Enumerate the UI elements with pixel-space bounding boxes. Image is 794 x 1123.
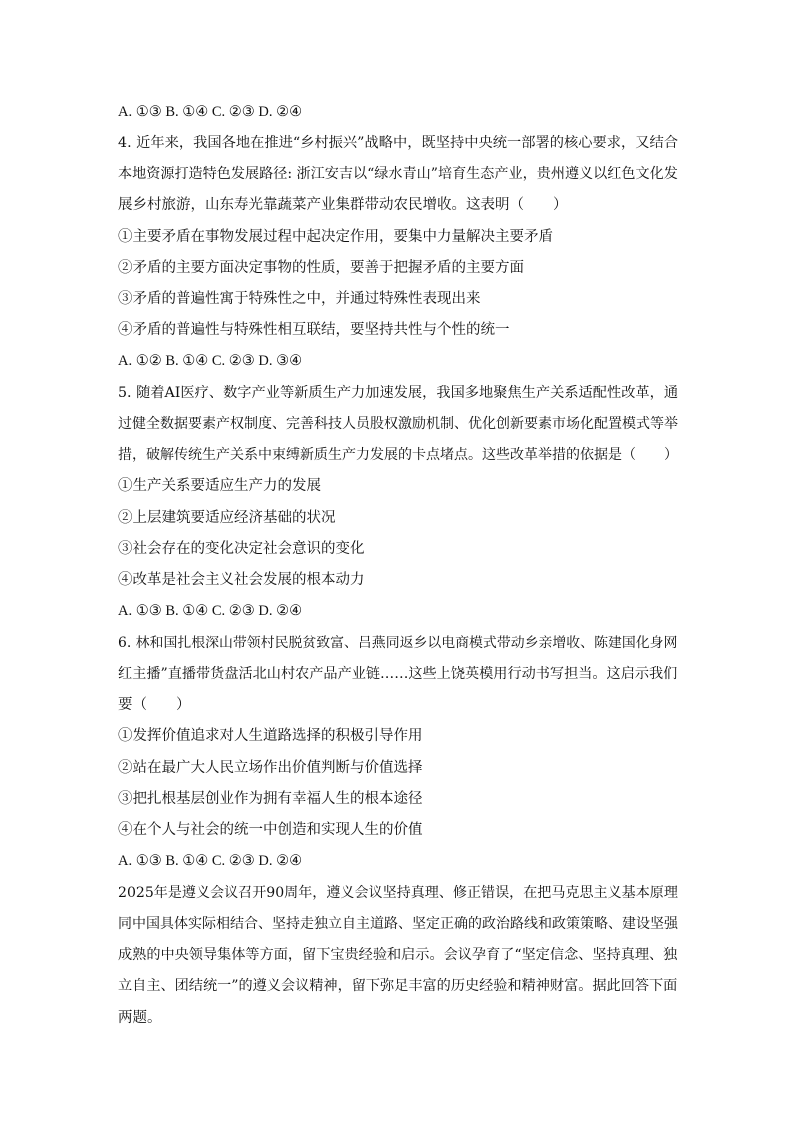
q4-stem-line-2: 本地资源打造特色发展路径: 浙江安吉以“绿水青山”培育生态产业，贵州遵义以红色文化发 xyxy=(118,166,678,182)
material-line-4: 立自主、团结统一”的遵义会议精神，留下弥足丰富的历史经验和精神财富。据此回答下面 xyxy=(118,978,678,994)
q6-stem-line-1: 6. 林和国扎根深山带领村民脱贫致富、吕燕同返乡以电商模式带动乡亲增收、陈建国化身网 xyxy=(118,635,678,651)
q5-stem-line-2: 过健全数据要素产权制度、完善科技人员股权激励机制、优化创新要素市场化配置模式等举 xyxy=(118,416,678,432)
q6-stem-line-3: 要（ ） xyxy=(118,697,191,713)
q4-answer-choices: A. ①② B. ①④ C. ②③ D. ③④ xyxy=(118,353,303,369)
q6-stem-line-2: 红主播”直播带货盘活北山村农产品产业链……这些上饶英模用行动书写担当。这启示我们 xyxy=(118,666,678,682)
material-line-3: 成熟的中央领导集体等方面，留下宝贵经验和启示。会议孕育了“坚定信念、坚持真理、独 xyxy=(118,947,678,963)
q4-stem-line-3: 展乡村旅游，山东寿光靠蔬菜产业集群带动农民增收。这表明（ ） xyxy=(118,197,568,213)
q5-option-3: ③社会存在的变化决定社会意识的变化 xyxy=(118,541,365,557)
q6-option-4: ④在个人与社会的统一中创造和实现人生的价值 xyxy=(118,822,423,838)
q4-option-1: ①主要矛盾在事物发展过程中起决定作用，要集中力量解决主要矛盾 xyxy=(118,229,553,245)
material-line-5: 两题。 xyxy=(118,1010,162,1026)
q6-option-1: ①发挥价值追求对人生道路选择的积极引导作用 xyxy=(118,728,423,744)
material-line-1: 2025年是遵义会议召开90周年，遵义会议坚持真理、修正错误，在把马克思主义基本原理 xyxy=(118,885,678,901)
q4-option-2: ②矛盾的主要方面决定事物的性质，要善于把握矛盾的主要方面 xyxy=(118,260,524,276)
q5-option-4: ④改革是社会主义社会发展的根本动力 xyxy=(118,572,365,588)
q4-option-3: ③矛盾的普遍性寓于特殊性之中，并通过特殊性表现出来 xyxy=(118,291,481,307)
q5-answer-choices: A. ①③ B. ①④ C. ②③ D. ②④ xyxy=(118,603,303,619)
q6-option-3: ③把扎根基层创业作为拥有幸福人生的根本途径 xyxy=(118,791,423,807)
q5-option-1: ①生产关系要适应生产力的发展 xyxy=(118,478,321,494)
material-line-2: 同中国具体实际相结合、坚持走独立自主道路、坚定正确的政治路线和政策策略、建设坚强 xyxy=(118,916,678,932)
q6-answer-choices: A. ①③ B. ①④ C. ②③ D. ②④ xyxy=(118,853,303,869)
q5-stem-line-3: 措，破解传统生产关系中束缚新质生产力发展的卡点堵点。这些改革举措的依据是（ ） xyxy=(118,447,678,463)
q6-option-2: ②站在最广大人民立场作出价值判断与价值选择 xyxy=(118,760,423,776)
q5-option-2: ②上层建筑要适应经济基础的状况 xyxy=(118,510,336,526)
q4-option-4: ④矛盾的普遍性与特殊性相互联结，要坚持共性与个性的统一 xyxy=(118,322,510,338)
q3-answer-choices: A. ①③ B. ①④ C. ②③ D. ②④ xyxy=(118,104,303,120)
q5-stem-line-1: 5. 随着AI医疗、数字产业等新质生产力加速发展，我国多地聚焦生产关系适配性改革，通 xyxy=(118,385,679,401)
q4-stem-line-1: 4. 近年来，我国各地在推进“乡村振兴”战略中，既坚持中央统一部署的核心要求，又结合 xyxy=(118,135,678,151)
